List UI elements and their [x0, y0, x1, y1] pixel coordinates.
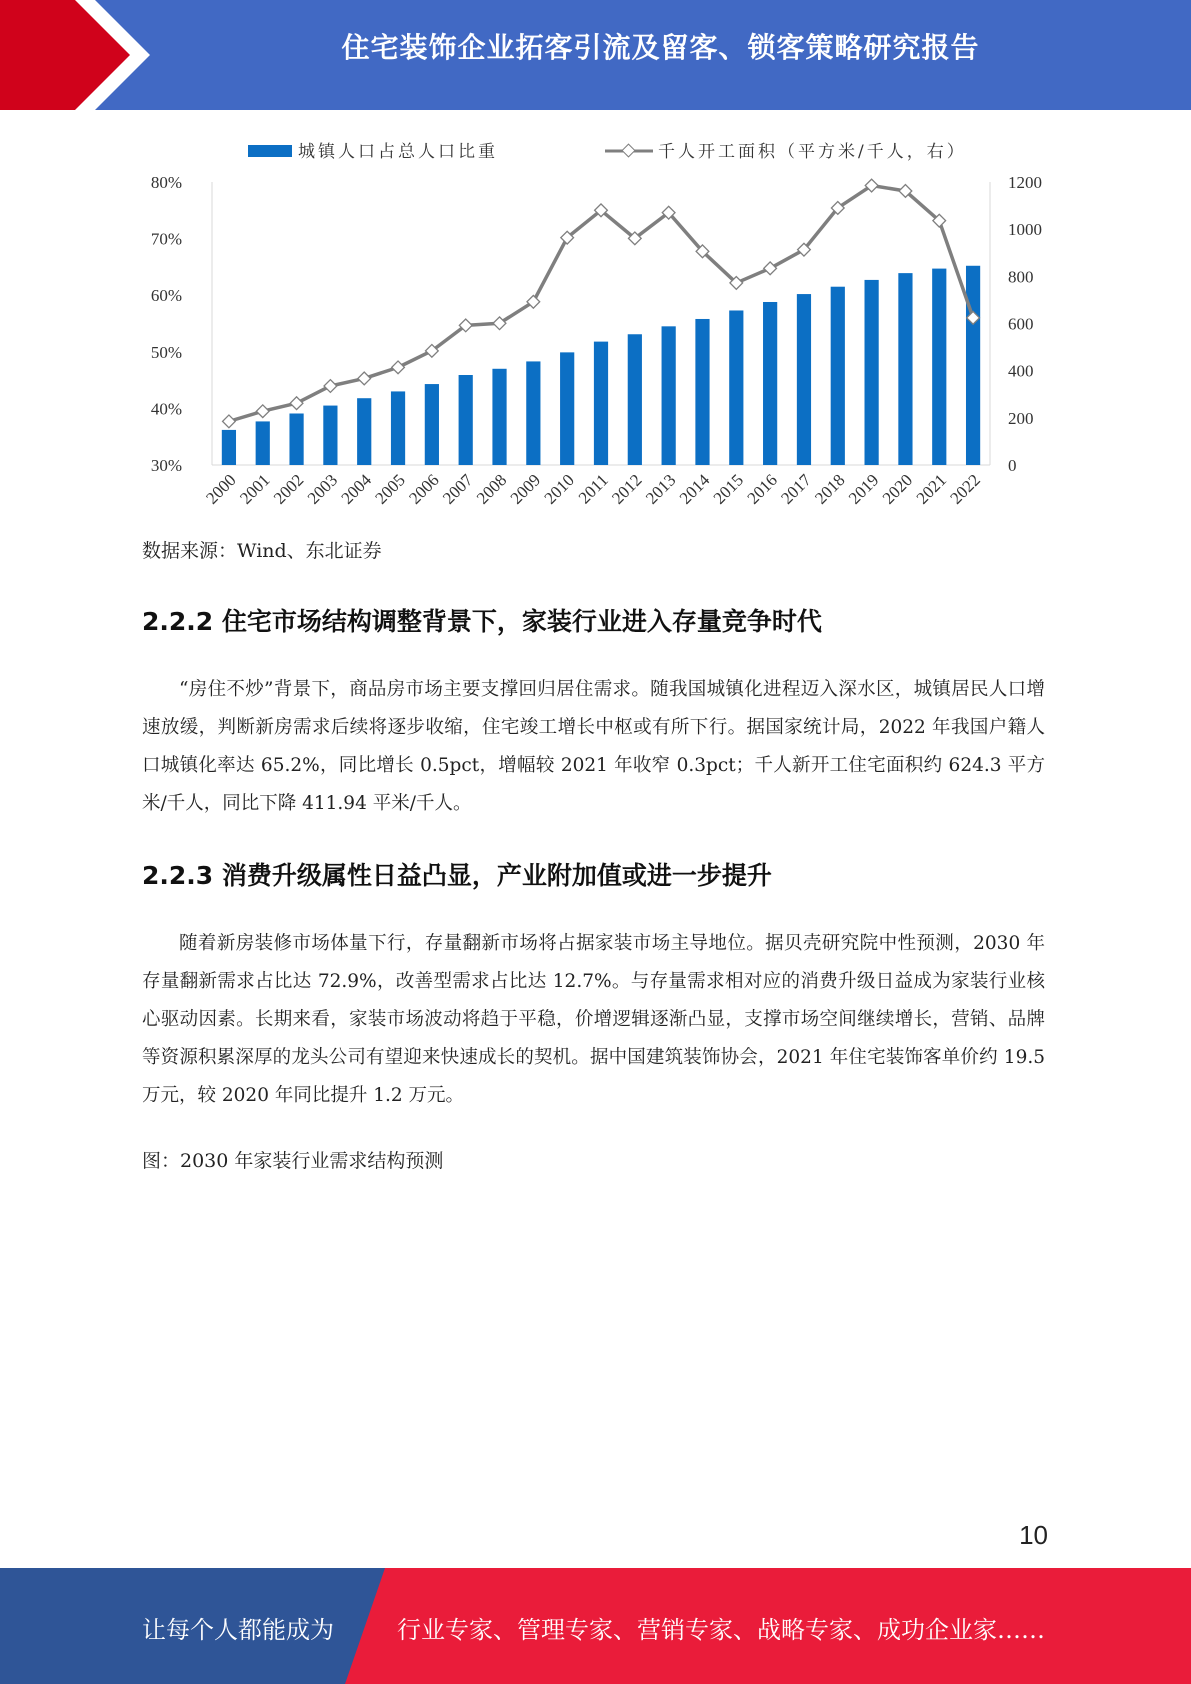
line-point	[290, 397, 303, 410]
bar	[560, 352, 574, 465]
x-tick-label: 2008	[472, 470, 511, 508]
y-right-tick-label: 600	[1008, 314, 1034, 334]
bar	[289, 413, 303, 465]
footer-slogan-left: 让每个人都能成为	[142, 1616, 334, 1644]
bar	[492, 369, 506, 465]
x-tick-label: 2021	[912, 470, 951, 508]
y-right-tick-label: 1000	[1008, 220, 1042, 240]
line-point	[764, 262, 777, 275]
x-tick-label: 2005	[371, 470, 409, 508]
bar	[662, 326, 676, 465]
x-tick-label: 2010	[540, 470, 579, 508]
chart-legend	[248, 142, 967, 162]
x-tick-label: 2019	[844, 470, 883, 508]
section-paragraph-2-2-2: “房住不炒”背景下，商品房市场主要支撑回归居住需求。随我国城镇化进程迈入深水区，城镇居民人口增速放缓，判断新房需求后续将逐步收缩，住宅竣工增长中枢或有所下行。据国家统计局，2022 年我国户籍人口城镇化率达 65.2%，同比增长 0.5pct，增幅较 2021 年收窄 0.3pct；千人新开工住宅面积约 624.3 平方米/千人，同比下降 411.94 平米/千人。	[142, 679, 1045, 814]
x-tick-label: 2015	[709, 470, 748, 508]
bar	[323, 406, 337, 465]
page-header	[0, 0, 1191, 110]
figure-caption: 图：2030 年家装行业需求结构预测	[142, 1150, 444, 1172]
y-right-tick-label: 0	[1008, 456, 1017, 475]
y-right-tick-label: 800	[1008, 267, 1034, 287]
bar	[391, 391, 405, 465]
x-tick-label: 2016	[743, 470, 781, 508]
bar	[357, 398, 371, 465]
bar-series	[222, 266, 980, 465]
bar	[966, 266, 980, 465]
chart-svg	[140, 130, 1060, 530]
x-tick-label: 2009	[506, 470, 545, 508]
x-tick-label: 2002	[269, 470, 308, 508]
bar	[526, 361, 540, 465]
x-tick-label: 2006	[405, 470, 443, 508]
footer-slogan-right: 行业专家、管理专家、营销专家、战略专家、成功企业家……	[397, 1616, 1045, 1644]
y-right-tick-label: 1200	[1008, 173, 1042, 192]
x-tick-label: 2022	[946, 470, 984, 508]
bar	[222, 430, 236, 465]
bar	[594, 342, 608, 465]
report-title: 住宅装饰企业拓客引流及留客、锁客策略研究报告	[341, 31, 980, 64]
bar	[695, 319, 709, 465]
legend-line-marker	[622, 144, 635, 157]
x-tick-label: 2012	[608, 470, 646, 508]
y-right-tick-label: 200	[1008, 408, 1034, 428]
legend-line-label: 千人开工面积（平方米/千人，右）	[658, 142, 967, 162]
bar	[425, 384, 439, 465]
bar	[256, 421, 270, 465]
y-right-tick-label: 400	[1008, 361, 1034, 381]
x-tick-label: 2007	[439, 470, 477, 508]
section-heading-2-2-2: 2.2.2 住宅市场结构调整背景下，家装行业进入存量竞争时代	[142, 607, 822, 636]
bar	[932, 269, 946, 465]
bar	[628, 334, 642, 465]
page-number: 10	[1019, 1520, 1048, 1550]
x-tick-label: 2004	[337, 470, 376, 508]
bar	[898, 273, 912, 465]
x-tick-label: 2000	[202, 470, 240, 508]
y-left-tick-label: 80%	[150, 173, 182, 192]
line-point	[256, 405, 269, 418]
bar	[831, 287, 845, 465]
section-paragraph-2-2-3: 随着新房装修市场体量下行，存量翻新市场将占据家装市场主导地位。据贝壳研究院中性预测，2030 年存量翻新需求占比达 72.9%，改善型需求占比达 12.7%。与存量需求相对应的消费升级日益成为家装行业核心驱动因素。长期来看，家装市场波动将趋于平稳，价增逻辑逐渐凸显，支撑市场空间继续增长，营销、品牌等资源积累深厚的龙头公司有望迎来快速成长的契机。据中国建筑装饰协会，2021 年住宅装饰客单价约 19.5 万元，较 2020 年同比提升 1.2 万元。	[142, 933, 1045, 1106]
y-left-tick-label: 70%	[150, 229, 182, 249]
header-arrow-icon	[0, 0, 160, 110]
bar	[729, 310, 743, 465]
bar	[459, 375, 473, 465]
section-heading-2-2-3: 2.2.3 消费升级属性日益凸显，产业附加值或进一步提升	[142, 861, 772, 890]
line-point	[324, 380, 337, 393]
y-left-tick-label: 40%	[150, 399, 182, 419]
x-tick-label: 2018	[811, 470, 849, 508]
x-tick-label: 2013	[642, 470, 680, 508]
x-tick-label: 2017	[777, 470, 815, 508]
bar	[763, 302, 777, 465]
x-tick-label: 2011	[574, 470, 612, 508]
x-tick-label: 2001	[236, 470, 274, 508]
legend-bar-label: 城镇人口占总人口比重	[298, 142, 498, 162]
bar	[865, 280, 879, 465]
y-left-tick-label: 60%	[150, 286, 182, 306]
x-tick-label: 2020	[878, 470, 917, 508]
data-source: 数据来源：Wind、东北证券	[142, 540, 382, 562]
y-left-tick-label: 50%	[150, 342, 182, 362]
line-point	[392, 361, 405, 374]
x-tick-label: 2014	[675, 470, 714, 508]
y-left-tick-label: 30%	[150, 456, 182, 475]
bar	[797, 294, 811, 465]
page-footer	[0, 1568, 1191, 1684]
x-tick-label: 2003	[303, 470, 342, 508]
urbanization-chart	[140, 130, 1060, 530]
line-point	[223, 415, 236, 428]
line-point	[358, 372, 371, 385]
legend-bar-swatch	[248, 145, 292, 157]
